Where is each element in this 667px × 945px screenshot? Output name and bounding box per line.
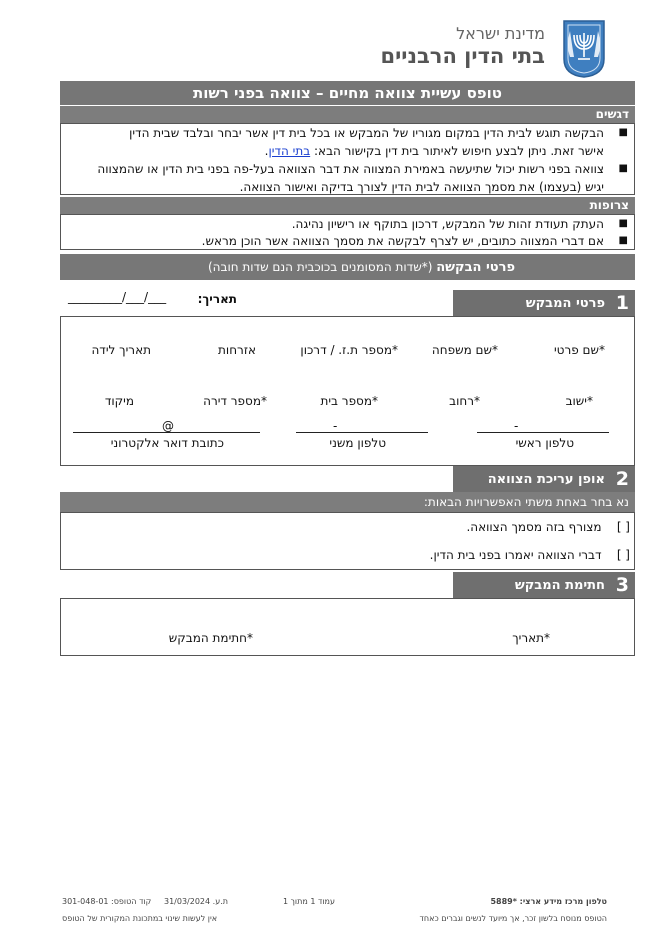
- main-phone-line[interactable]: [477, 432, 609, 433]
- section-2-number: 2: [615, 468, 629, 490]
- request-details-title: פרטי הבקשה: [436, 260, 515, 275]
- option-1-checkbox[interactable]: [ ]: [616, 520, 630, 534]
- section-2-instruction: נא בחר באחת משתי האפשרויות הבאות:: [60, 492, 635, 512]
- section-1-title: פרטי המבקש: [525, 296, 605, 311]
- birth-date-field[interactable]: תאריך לידה: [91, 343, 151, 357]
- applicant-signature-field[interactable]: *חתימת המבקש: [168, 631, 253, 645]
- attachments-heading: צרופות: [60, 197, 635, 214]
- footer-date: ת.ע. 31/03/2024: [164, 897, 229, 906]
- email-at: @: [162, 419, 174, 433]
- city-field[interactable]: *ישוב: [565, 394, 593, 408]
- date-label: תאריך:: [197, 292, 237, 306]
- section-1-number: 1: [615, 292, 629, 314]
- secondary-phone-line[interactable]: [296, 432, 428, 433]
- main-phone-dash: -: [514, 419, 519, 433]
- footer-phone: טלפון מרכז מידע ארצי: *5889: [490, 897, 607, 906]
- footer-no-change-note: אין לעשות שינוי במתכונת המקורית של הטופס: [62, 914, 218, 923]
- section-3-number: 3: [615, 574, 629, 596]
- main-phone-label: טלפון ראשי: [515, 436, 574, 450]
- court-name: בתי הדין הרבניים: [380, 44, 545, 68]
- bullet-icon: ■: [618, 127, 628, 138]
- attachment-item-1-text: העתק תעודת זהות של המבקש, דרכון בתוקף או רישיון נהיגה.: [291, 217, 604, 231]
- date-input[interactable]: ___/___/_________: [68, 290, 167, 304]
- emphases-bullet-2-line-1: צוואה בפני רשות יכול שתיעשה באמירת המצווה את דבר הצוואה בעל-פה בפני בית הדין או שהמצווה: [97, 162, 604, 176]
- footer-form-code: קוד הטופס: 301-048-01: [62, 897, 152, 906]
- attachment-item-1: [68, 215, 628, 233]
- option-attached-document[interactable]: [466, 520, 630, 534]
- house-number-field[interactable]: *מספר בית: [320, 394, 378, 408]
- emphases-bullet-1-line-2-text: אישר זאת. ניתן לבצע חיפוש לאיתור בית דין בקישור הבא:: [314, 144, 604, 158]
- attachment-item-2: [68, 232, 628, 250]
- emphases-bullet-1: [68, 124, 628, 160]
- bullet-icon: ■: [618, 235, 628, 246]
- state-name: מדינת ישראל: [456, 24, 545, 43]
- israel-emblem-icon: [562, 19, 606, 79]
- emphases-bullet-1-line-2: אישר זאת. ניתן לבצע חיפוש לאיתור בית דין בקישור הבא: בתי הדין.: [264, 144, 604, 158]
- section-2-header: [453, 466, 635, 492]
- courts-link[interactable]: בתי הדין: [268, 144, 311, 158]
- first-name-field[interactable]: *שם פרטי: [553, 343, 605, 357]
- option-2-checkbox[interactable]: [ ]: [616, 548, 630, 562]
- bullet-icon: ■: [618, 218, 628, 229]
- section-3-header: [453, 572, 635, 598]
- zip-field[interactable]: מיקוד: [104, 394, 134, 408]
- attachment-item-2-text: אם דברי המצווה כתובים, יש לצרף לבקשה את מסמך הצוואה אשר הוכן מראש.: [201, 234, 604, 248]
- bullet-icon: ■: [618, 163, 628, 174]
- emphases-bullet-2-line-2: יגיש (בעצמו) את מסמך הצוואה לבית הדין לצורך בדיקה ואישור הצוואה.: [239, 180, 604, 194]
- form-title: טופס עשיית צוואה מחיים – צוואה בפני רשות: [60, 81, 635, 105]
- citizenship-field[interactable]: אזרחות: [218, 343, 256, 357]
- secondary-phone-label: טלפון משני: [329, 436, 386, 450]
- emphases-heading: דגשים: [60, 106, 635, 123]
- section-3-box: [60, 598, 635, 656]
- section-1-header: [453, 290, 635, 316]
- attachments-box: [60, 214, 635, 250]
- email-label: כתובת דואר אלקטרוני: [110, 436, 224, 450]
- option-1-label: מצורף בזה מסמך הצוואה.: [466, 520, 602, 534]
- section-2-title: אופן עריכת הצוואה: [487, 472, 605, 487]
- footer-page: עמוד 1 מתוך 1: [283, 897, 335, 906]
- section-3-title: חתימת המבקש: [514, 578, 605, 593]
- street-field[interactable]: *רחוב: [449, 394, 480, 408]
- apartment-number-field[interactable]: *מספר דירה: [203, 394, 267, 408]
- emphases-bullet-1-line-1: הבקשה תוגש לבית הדין במקום מגוריו של המבקש או בכל בית דין אשר יבחר ובלבד שבית הדין: [129, 126, 604, 140]
- emphases-bullet-2: [68, 160, 628, 196]
- option-2-label: דברי הצוואה יאמרו בפני בית הדין.: [429, 548, 602, 562]
- request-details-note: (*שדות המסומנים בכוכבית הנם שדות חובה): [207, 260, 433, 274]
- secondary-phone-dash: -: [333, 419, 338, 433]
- signature-date-field[interactable]: *תאריך: [512, 631, 550, 645]
- id-number-field[interactable]: *מספר ת.ז. / דרכון: [300, 343, 398, 357]
- footer-gender-note: הטופס מנוסח בלשון זכר, אך מיועד לנשים וגברים כאחד: [419, 914, 607, 923]
- emphases-box: [60, 123, 635, 195]
- option-oral-testament[interactable]: [430, 548, 630, 562]
- request-details-bar: [60, 254, 635, 280]
- last-name-field[interactable]: *שם משפחה: [431, 343, 498, 357]
